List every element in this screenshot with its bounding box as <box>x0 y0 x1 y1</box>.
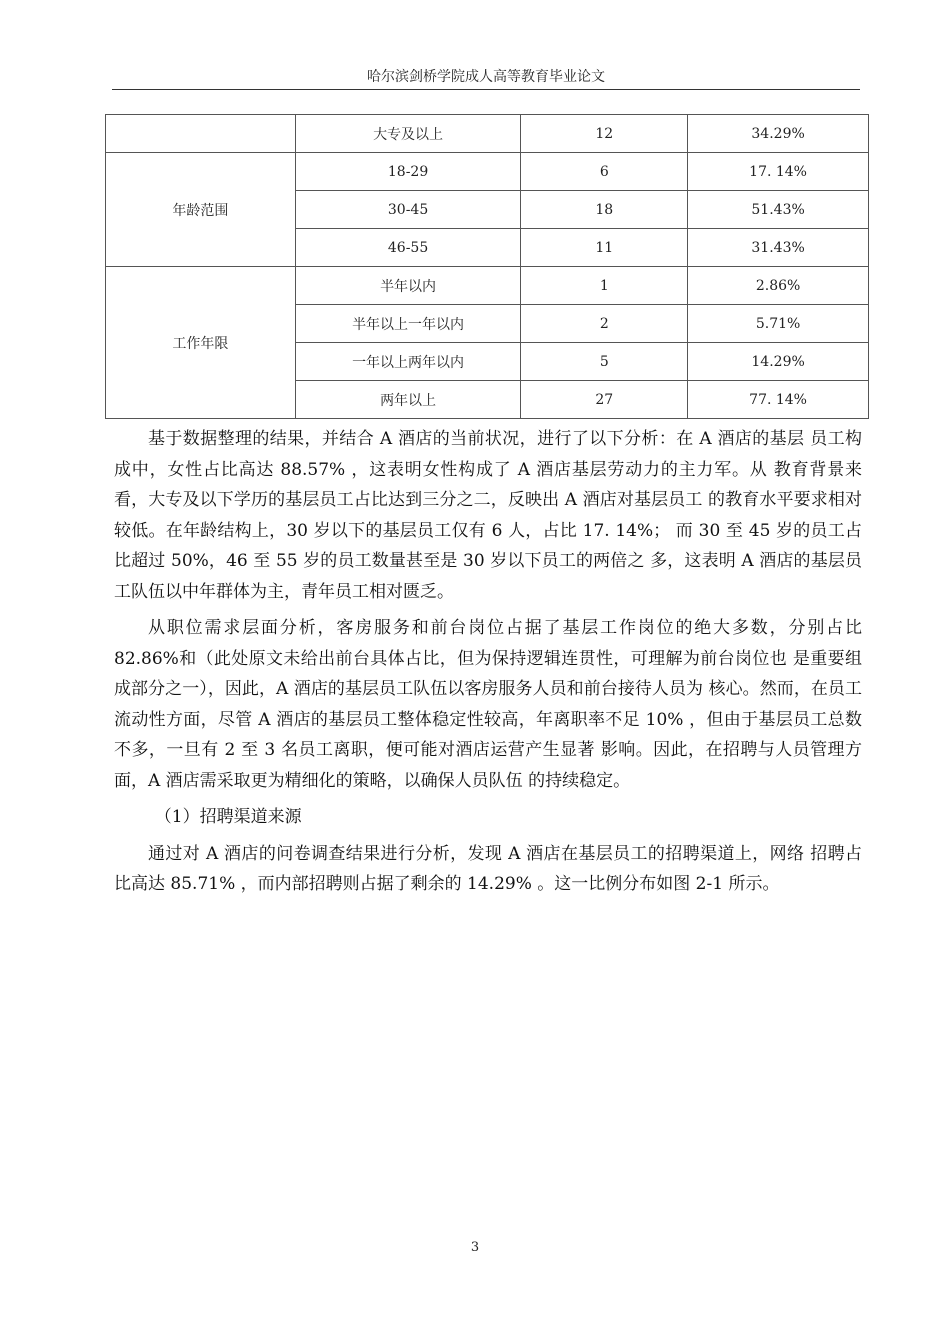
table-count-cell: 27 <box>521 381 688 419</box>
table-item-cell: 半年以上一年以内 <box>295 305 521 343</box>
table-category-cell: 工作年限 <box>106 267 296 419</box>
table-percent-cell: 17. 14% <box>688 153 869 191</box>
paragraph-recruitment: 通过对 A 酒店的问卷调查结果进行分析，发现 A 酒店在基层员工的招聘渠道上，网络 招聘占比高达 85.71% ，而内部招聘则占据了剩余的 14.29% 。这一比例分布如图 2-1 所示。 <box>114 843 862 894</box>
table-count-cell: 6 <box>521 153 688 191</box>
table-percent-cell: 2.86% <box>688 267 869 305</box>
body-text <box>114 424 862 906</box>
table-count-cell: 2 <box>521 305 688 343</box>
table-item-cell: 30-45 <box>295 191 521 229</box>
section-heading-recruitment-channels: （1）招聘渠道来源 <box>154 807 302 827</box>
table-item-cell: 46-55 <box>295 229 521 267</box>
statistics-table <box>105 114 869 419</box>
table-count-cell: 1 <box>521 267 688 305</box>
page-number: 3 <box>470 1240 480 1255</box>
table-percent-cell: 34.29% <box>688 115 869 153</box>
table-item-cell: 两年以上 <box>295 381 521 419</box>
table-percent-cell: 51.43% <box>688 191 869 229</box>
paragraph-position-demand: 从职位需求层面分析，客房服务和前台岗位占据了基层工作岗位的绝大多数，分别占比 82.86%和（此处原文未给出前台具体占比，但为保持逻辑连贯性，可理解为前台岗位也 是重要组成部分之一），因此，A 酒店的基层员工队伍以客房服务人员和前台接待人员为 核心。然而，在员工流动性方面，尽管 A 酒店的基层员工整体稳定性较高，年离职率不足 10% ，但由于基层员工总数不多，一旦有 2 至 3 名员工离职，便可能对酒店运营产生显著 影响。因此，在招聘与人员管理方面，A 酒店需采取更为精细化的策略，以确保人员队伍 的持续稳定。 <box>114 618 862 791</box>
table-category-cell <box>106 115 296 153</box>
page-header-title: 哈尔滨剑桥学院成人高等教育毕业论文 <box>367 69 605 85</box>
table-count-cell: 5 <box>521 343 688 381</box>
header-rule <box>112 89 860 90</box>
table-item-cell: 大专及以上 <box>295 115 521 153</box>
table-count-cell: 12 <box>521 115 688 153</box>
table-percent-cell: 14.29% <box>688 343 869 381</box>
table-item-cell: 半年以内 <box>295 267 521 305</box>
table-row <box>106 153 869 191</box>
table-count-cell: 11 <box>521 229 688 267</box>
table-row <box>106 115 869 153</box>
table-item-cell: 18-29 <box>295 153 521 191</box>
table-item-cell: 一年以上两年以内 <box>295 343 521 381</box>
table-percent-cell: 5.71% <box>688 305 869 343</box>
table-count-cell: 18 <box>521 191 688 229</box>
paragraph-analysis: 基于数据整理的结果，并结合 A 酒店的当前状况，进行了以下分析：在 A 酒店的基层 员工构成中，女性占比高达 88.57% ，这表明女性构成了 A 酒店基层劳动力的主力军。从 教育背景来看，大专及以下学历的基层员工占比达到三分之二，反映出 A 酒店对基层员工 的教育水平要求相对较低。在年龄结构上，30 岁以下的基层员工仅有 6 人，占比 17. 14%； 而 30 至 45 岁的员工占比超过 50%，46 至 55 岁的员工数量甚至是 30 岁以下员工的两倍之 多，这表明 A 酒店的基层员工队伍以中年群体为主，青年员工相对匮乏。 <box>114 429 862 602</box>
table-row <box>106 267 869 305</box>
table-category-cell: 年龄范围 <box>106 153 296 267</box>
table-percent-cell: 31.43% <box>688 229 869 267</box>
table-percent-cell: 77. 14% <box>688 381 869 419</box>
